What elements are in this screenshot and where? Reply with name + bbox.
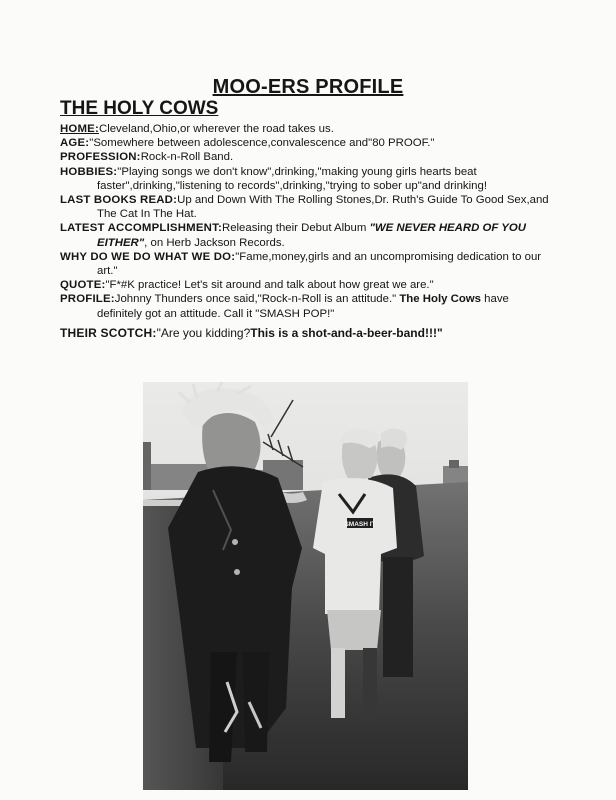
entry-accomplishment-label: LATEST ACCOMPLISHMENT: bbox=[60, 222, 222, 235]
entry-home bbox=[60, 122, 550, 136]
entry-profile bbox=[60, 292, 550, 320]
entry-profile-band: The Holy Cows bbox=[399, 293, 481, 306]
entry-profile-label: PROFILE: bbox=[60, 293, 115, 306]
entry-home-label: HOME: bbox=[60, 123, 99, 135]
shirt-text: SMASH IT bbox=[344, 521, 376, 528]
entry-quote-text: "F*#K practice! Let's sit around and talk about how great we are." bbox=[105, 279, 434, 292]
entry-hobbies-label: HOBBIES: bbox=[60, 165, 118, 178]
entry-last-books bbox=[60, 193, 550, 221]
entry-accomplishment bbox=[60, 221, 550, 249]
entry-home-text: Cleveland,Ohio,or wherever the road takes us. bbox=[98, 123, 334, 135]
entry-profession bbox=[60, 150, 550, 164]
album-title: "WE NEVER HEARD OF YOU EITHER" bbox=[97, 222, 526, 249]
entry-profile-text: Johnny Thunders once said,"Rock-n-Roll is an attitude." bbox=[114, 293, 400, 306]
band-photo bbox=[143, 382, 468, 790]
entry-quote-label: QUOTE: bbox=[60, 279, 106, 292]
entry-age bbox=[60, 136, 550, 150]
entry-scotch-text: "Are you kidding? bbox=[156, 325, 251, 340]
entry-scotch-label: THEIR SCOTCH: bbox=[60, 325, 157, 340]
entry-hobbies bbox=[60, 165, 550, 193]
entry-quote bbox=[60, 278, 550, 292]
entry-profession-label: PROFESSION: bbox=[60, 151, 141, 164]
entry-last-books-text: Up and Down With The Rolling Stones,Dr. Ruth's Guide To Good Sex,and The Cat In The Hat. bbox=[97, 194, 549, 221]
entry-why bbox=[60, 250, 550, 278]
photo-grain bbox=[143, 382, 468, 790]
entry-accomplishment-text-after: , on Herb Jackson Records. bbox=[144, 236, 285, 249]
entry-scotch-emphasis: This is a shot-and-a-beer-band!!!" bbox=[250, 325, 443, 340]
entry-last-books-label: LAST BOOKS READ: bbox=[60, 194, 178, 207]
entry-why-label: WHY DO WE DO WHAT WE DO: bbox=[60, 250, 236, 263]
profile-entries bbox=[60, 122, 550, 340]
entry-profile-text-after: have definitely got an attitude. Call it "SMASH POP!" bbox=[97, 293, 509, 320]
entry-accomplishment-text: Releasing their Debut Album bbox=[221, 222, 370, 235]
entry-hobbies-text: "Playing songs we don't know",drinking,"making young girls hearts beat faster",drinking,"listening to records",drinking,"trying to sober up"and drinking! bbox=[97, 165, 487, 192]
page-title: MOO-ERS PROFILE bbox=[212, 76, 404, 98]
band-name-heading: THE HOLY COWS bbox=[60, 98, 219, 119]
entry-scotch bbox=[60, 326, 550, 340]
entry-age-text: "Somewhere between adolescence,convalescence and"80 PROOF." bbox=[89, 137, 435, 150]
entry-age-label: AGE: bbox=[60, 137, 90, 150]
entry-why-text: "Fame,money,girls and an uncompromising dedication to our art." bbox=[97, 250, 542, 278]
entry-profession-text: Rock-n-Roll Band. bbox=[140, 151, 234, 164]
